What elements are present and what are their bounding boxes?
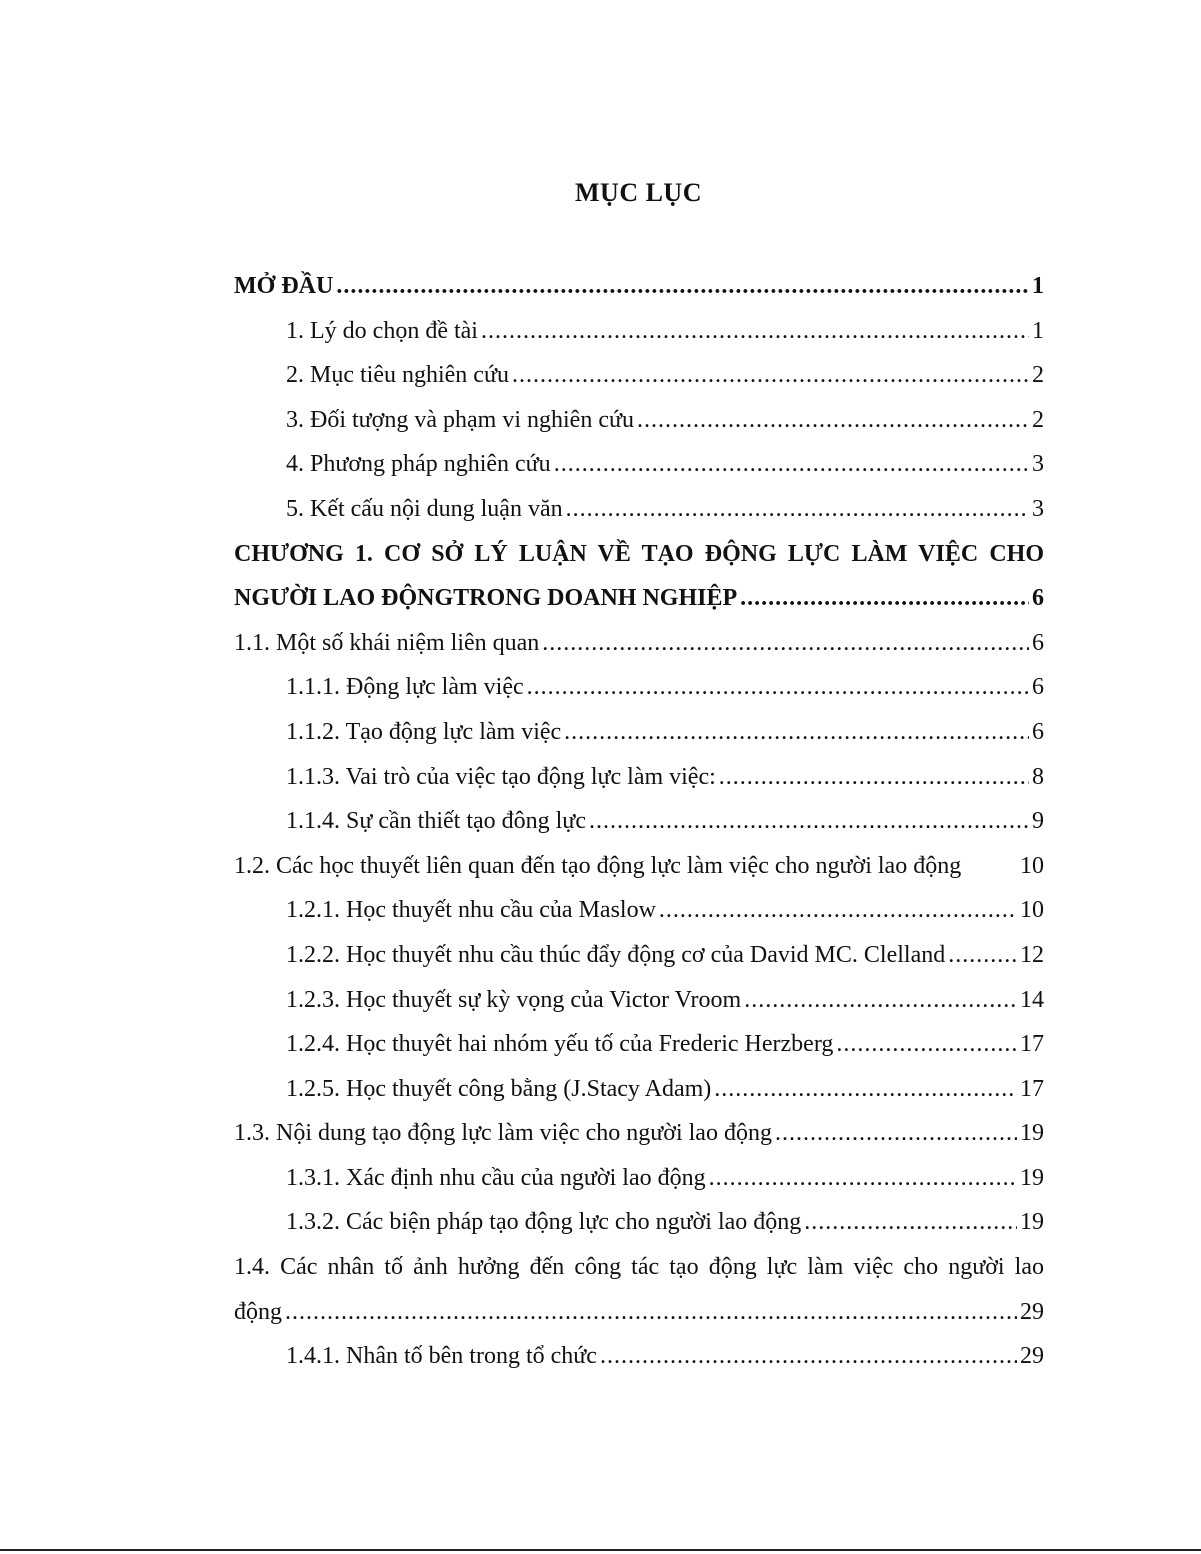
toc-entry-1-1-2[interactable] — [234, 710, 1044, 755]
toc-entry-text: 1.2.3. Học thuyết sự kỳ vọng của Victor Vroom — [286, 986, 742, 1013]
toc-entry-chuong-1[interactable] — [234, 532, 1044, 621]
dot-leader — [775, 1111, 1017, 1156]
dot-leader — [512, 353, 1029, 398]
toc-entry-1-1[interactable] — [234, 621, 1044, 666]
toc-entry-text: 1.3.2. Các biện pháp tạo động lực cho người lao động — [286, 1209, 802, 1236]
toc-entry-page: 1 — [1032, 317, 1044, 344]
toc-entry-1-3-2[interactable] — [234, 1200, 1044, 1245]
dot-leader — [554, 442, 1029, 487]
page-bottom-rule — [0, 1549, 1201, 1551]
toc-entry-1-1-4[interactable] — [234, 799, 1044, 844]
toc-entry-text: 1. Lý do chọn đề tài — [286, 317, 478, 344]
toc-entry-text-line1: CHƯƠNG 1. CƠ SỞ LÝ LUẬN VỀ TẠO ĐỘNG LỰC LÀM VIỆC CHO — [234, 540, 1044, 567]
toc-entry-1-3[interactable] — [234, 1111, 1044, 1156]
toc-entry-text: 5. Kết cấu nội dung luận văn — [286, 495, 563, 522]
toc-entry-text: 2. Mục tiêu nghiên cứu — [286, 362, 509, 389]
dot-leader — [948, 933, 1017, 978]
toc-entry-page: 6 — [1032, 629, 1044, 656]
dot-leader — [336, 264, 1029, 309]
toc-entry-1-2-1[interactable] — [234, 888, 1044, 933]
page-title: MỤC LỤC — [575, 178, 702, 207]
toc-entry-page: 6 — [1032, 674, 1044, 701]
toc-entry-1-2[interactable] — [234, 844, 1044, 889]
dot-leader — [714, 1067, 1017, 1112]
toc-entry-text-line1: 1.4. Các nhân tố ảnh hưởng đến công tác tạo động lực làm việc cho người lao — [234, 1254, 1044, 1281]
toc-entry-page: 9 — [1032, 808, 1044, 835]
toc-entry-page: 19 — [1020, 1209, 1044, 1236]
toc-entry-page: 14 — [1020, 986, 1044, 1013]
dot-leader — [285, 1290, 1017, 1335]
toc-entry-1[interactable] — [234, 309, 1044, 354]
toc-entry-5[interactable] — [234, 487, 1044, 532]
dot-leader — [744, 978, 1017, 1023]
dot-leader — [709, 1156, 1017, 1201]
dot-leader — [564, 710, 1029, 755]
toc-entry-text: 1.2.1. Học thuyết nhu cầu của Maslow — [286, 897, 656, 924]
toc-entry-text: 1.1. Một số khái niệm liên quan — [234, 629, 540, 656]
dot-leader — [659, 888, 1017, 933]
toc-entry-2[interactable] — [234, 353, 1044, 398]
toc-entry-mo-dau[interactable] — [234, 264, 1044, 309]
dot-leader — [804, 1200, 1017, 1245]
toc-entry-page: 19 — [1020, 1164, 1044, 1191]
dot-leader — [600, 1334, 1017, 1379]
toc-entry-text: 1.2.2. Học thuyết nhu cầu thúc đẩy động cơ của David MC. Clelland — [286, 941, 946, 968]
dot-leader — [589, 799, 1029, 844]
dot-leader — [527, 665, 1029, 710]
table-of-contents — [234, 264, 1044, 1379]
toc-entry-1-2-4[interactable] — [234, 1022, 1044, 1067]
toc-entry-1-4[interactable] — [234, 1245, 1044, 1334]
toc-entry-text: 1.3.1. Xác định nhu cầu của người lao động — [286, 1164, 706, 1191]
toc-entry-page: 17 — [1020, 1031, 1044, 1058]
toc-entry-page: 3 — [1032, 451, 1044, 478]
toc-entry-page: 19 — [1020, 1120, 1044, 1147]
toc-entry-text: 1.2. Các học thuyết liên quan đến tạo động lực làm việc cho người lao động — [234, 852, 962, 879]
toc-entry-1-1-3[interactable] — [234, 755, 1044, 800]
toc-entry-text: MỞ ĐẦU — [234, 273, 334, 299]
dot-leader — [719, 755, 1029, 800]
dot-leader — [566, 487, 1029, 532]
toc-entry-text: 3. Đối tượng và phạm vi nghiên cứu — [286, 406, 634, 433]
toc-entry-1-2-5[interactable] — [234, 1067, 1044, 1112]
toc-entry-1-3-1[interactable] — [234, 1156, 1044, 1201]
toc-entry-text: 1.3. Nội dung tạo động lực làm việc cho người lao động — [234, 1120, 772, 1147]
toc-entry-page: 8 — [1032, 763, 1044, 790]
dot-leader — [481, 309, 1029, 354]
toc-entry-3[interactable] — [234, 398, 1044, 443]
toc-entry-page: 2 — [1032, 362, 1044, 389]
dot-leader — [637, 398, 1029, 443]
toc-entry-text: NGƯỜI LAO ĐỘNGTRONG DOANH NGHIỆP — [234, 585, 738, 612]
toc-entry-text: 1.4.1. Nhân tố bên trong tổ chức — [286, 1343, 597, 1370]
toc-entry-1-4-1[interactable] — [234, 1334, 1044, 1379]
toc-entry-page: 6 — [1032, 585, 1044, 612]
dot-leader — [542, 621, 1029, 666]
toc-entry-text: động — [234, 1298, 282, 1325]
toc-entry-text: 1.1.1. Động lực làm việc — [286, 674, 524, 701]
toc-entry-1-2-2[interactable] — [234, 933, 1044, 978]
dot-leader — [836, 1022, 1017, 1067]
toc-entry-1-1-1[interactable] — [234, 665, 1044, 710]
toc-entry-page: 29 — [1020, 1343, 1044, 1370]
toc-entry-text: 4. Phương pháp nghiên cứu — [286, 451, 551, 478]
toc-entry-text: 1.1.4. Sự cần thiết tạo đông lực — [286, 808, 586, 835]
toc-entry-page: 3 — [1032, 495, 1044, 522]
toc-entry-text: 1.2.4. Học thuyêt hai nhóm yếu tố của Frederic Herzberg — [286, 1031, 834, 1058]
toc-entry-page: 29 — [1020, 1298, 1044, 1325]
toc-entry-page: 17 — [1020, 1075, 1044, 1102]
toc-entry-text: 1.1.3. Vai trò của việc tạo động lực làm việc: — [286, 763, 716, 790]
toc-entry-page: 1 — [1032, 273, 1044, 299]
toc-entry-text: 1.1.2. Tạo động lực làm việc — [286, 718, 562, 745]
toc-entry-page: 10 — [1020, 852, 1044, 879]
toc-entry-4[interactable] — [234, 442, 1044, 487]
toc-entry-text: 1.2.5. Học thuyết công bằng (J.Stacy Adam) — [286, 1075, 712, 1102]
toc-entry-page: 12 — [1020, 941, 1044, 968]
toc-entry-page: 2 — [1032, 406, 1044, 433]
dot-leader — [740, 576, 1029, 621]
toc-entry-1-2-3[interactable] — [234, 978, 1044, 1023]
toc-entry-page: 10 — [1020, 897, 1044, 924]
toc-entry-page: 6 — [1032, 718, 1044, 745]
